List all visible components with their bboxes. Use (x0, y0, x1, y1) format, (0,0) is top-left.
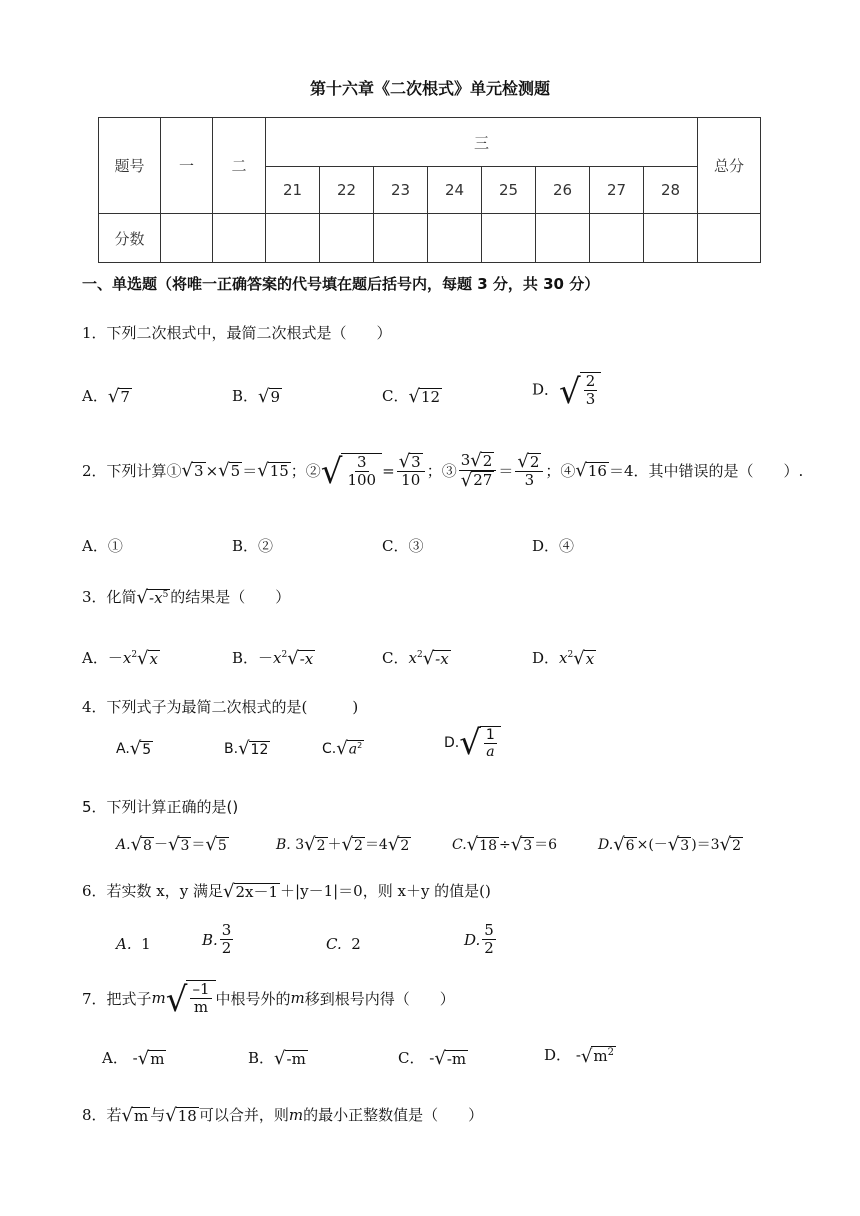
q2-option-b: B．② (232, 537, 274, 555)
question-1-stem: 1．下列二次根式中，最简二次根式是（ ） (82, 324, 392, 342)
q5-option-b: B. 3 √ 2 ＋ √ 2 ＝4 √ 2 (276, 834, 410, 855)
q5-option-c: C. √ 18 ÷ √ 3 ＝6 (452, 834, 558, 855)
q4-option-a: A. √ 5 (116, 738, 152, 759)
q4-option-b: B. √ 12 (224, 738, 269, 759)
score-cell (698, 214, 761, 263)
score-table-subnum: 21 (266, 167, 320, 214)
q7-option-c: C． - √ -m (398, 1048, 467, 1070)
score-cell (161, 214, 213, 263)
q2-option-a: A．① (82, 537, 123, 555)
q5-option-a: A. √ 8 － √ 3 ＝ √ 5 (116, 834, 227, 855)
score-cell (266, 214, 320, 263)
score-table-col-2: 二 (213, 118, 266, 214)
page-title: 第十六章《二次根式》单元检测题 (309, 79, 550, 98)
q1-option-d: D． √ $\frac{2}{3}$ (532, 372, 601, 409)
question-3-stem: 3．化简 √ $-x^5$ 的结果是（ ） (82, 587, 291, 609)
score-table-label-score: 分数 (99, 214, 161, 263)
q7-option-d: D． - √ $m^2$ (544, 1045, 614, 1067)
score-cell (644, 214, 698, 263)
score-table-subnum: 26 (536, 167, 590, 214)
score-table-subnum: 23 (374, 167, 428, 214)
score-table-label-qnum: 题号 (99, 118, 161, 214)
q4-option-d: D. √ $\frac{1}{a}$ (444, 726, 501, 760)
q1-option-b: B． √ 9 (232, 386, 281, 408)
score-cell (536, 214, 590, 263)
q1-option-a: A． √ 7 (82, 386, 130, 408)
score-cell (482, 214, 536, 263)
q6-option-b: B. $\frac{3}{2}$ (202, 921, 232, 958)
score-table (98, 117, 761, 263)
question-7-stem: 7．把式子 m √ $\frac{-1}{m}$ 中根号外的 m 移到根号内得（ ） (82, 979, 455, 1020)
score-table-subnum: 24 (428, 167, 482, 214)
score-table-col-total: 总分 (698, 118, 761, 214)
q5-option-d: D. √ 6 ×(－ √ 3 )＝3 √ 2 (598, 834, 741, 855)
score-table-subnum: 25 (482, 167, 536, 214)
score-table-subnum: 22 (320, 167, 374, 214)
question-2-stem: 2．下列计算① √ 3 × √ 5 ＝ √ 15 ；② √ $\frac{3}{100}$ = √ 3 10 ；③ 3 √ 2 √ 27 ＝ √ 2 3 ；④ √ 16 ＝4．其中错误的是（ ）. (82, 450, 804, 492)
q3-option-c: C．$x^2$ √ -x (382, 648, 449, 670)
question-8-stem: 8．若 √ m 与 √ 18 可以合并，则m的最小正整数值是（ ） (82, 1105, 484, 1127)
score-cell (320, 214, 374, 263)
question-5-stem: 5．下列计算正确的是() (82, 798, 239, 816)
q2-option-d: D．④ (532, 537, 575, 555)
q6-option-c: C. 2 (326, 935, 361, 953)
q2-option-c: C．③ (382, 537, 424, 555)
q7-option-b: B． √ -m (248, 1048, 306, 1070)
score-table-subnum: 27 (590, 167, 644, 214)
score-table-col-3: 三 (266, 118, 698, 167)
q6-option-d: D. $\frac{5}{2}$ (464, 921, 494, 958)
question-4-stem: 4．下列式子为最简二次根式的是( ) (82, 698, 359, 716)
score-cell (374, 214, 428, 263)
score-cell (213, 214, 266, 263)
score-table-subnum: 28 (644, 167, 698, 214)
section-1-heading: 一、单选题（将唯一正确答案的代号填在题后括号内，每题 3 分，共 30 分） (82, 275, 600, 293)
q4-option-c: C. √ $a^2$ (322, 738, 363, 759)
score-table-col-1: 一 (161, 118, 213, 214)
q3-option-d: D．$x^2$ √ x (532, 648, 595, 670)
q6-option-a: A. 1 (116, 935, 151, 953)
score-cell (428, 214, 482, 263)
question-6-stem: 6．若实数 x，y 满足 √ 2x－1 ＋|y－1|＝0，则 x＋y 的值是() (82, 881, 491, 903)
q1-option-c: C． √ 12 (382, 386, 441, 408)
q7-option-a: A． - √ m (102, 1048, 165, 1070)
score-cell (590, 214, 644, 263)
q3-option-a: A．$-x^2$ √ x (82, 648, 158, 670)
q3-option-b: B．$-x^2$ √ -x (232, 648, 314, 670)
